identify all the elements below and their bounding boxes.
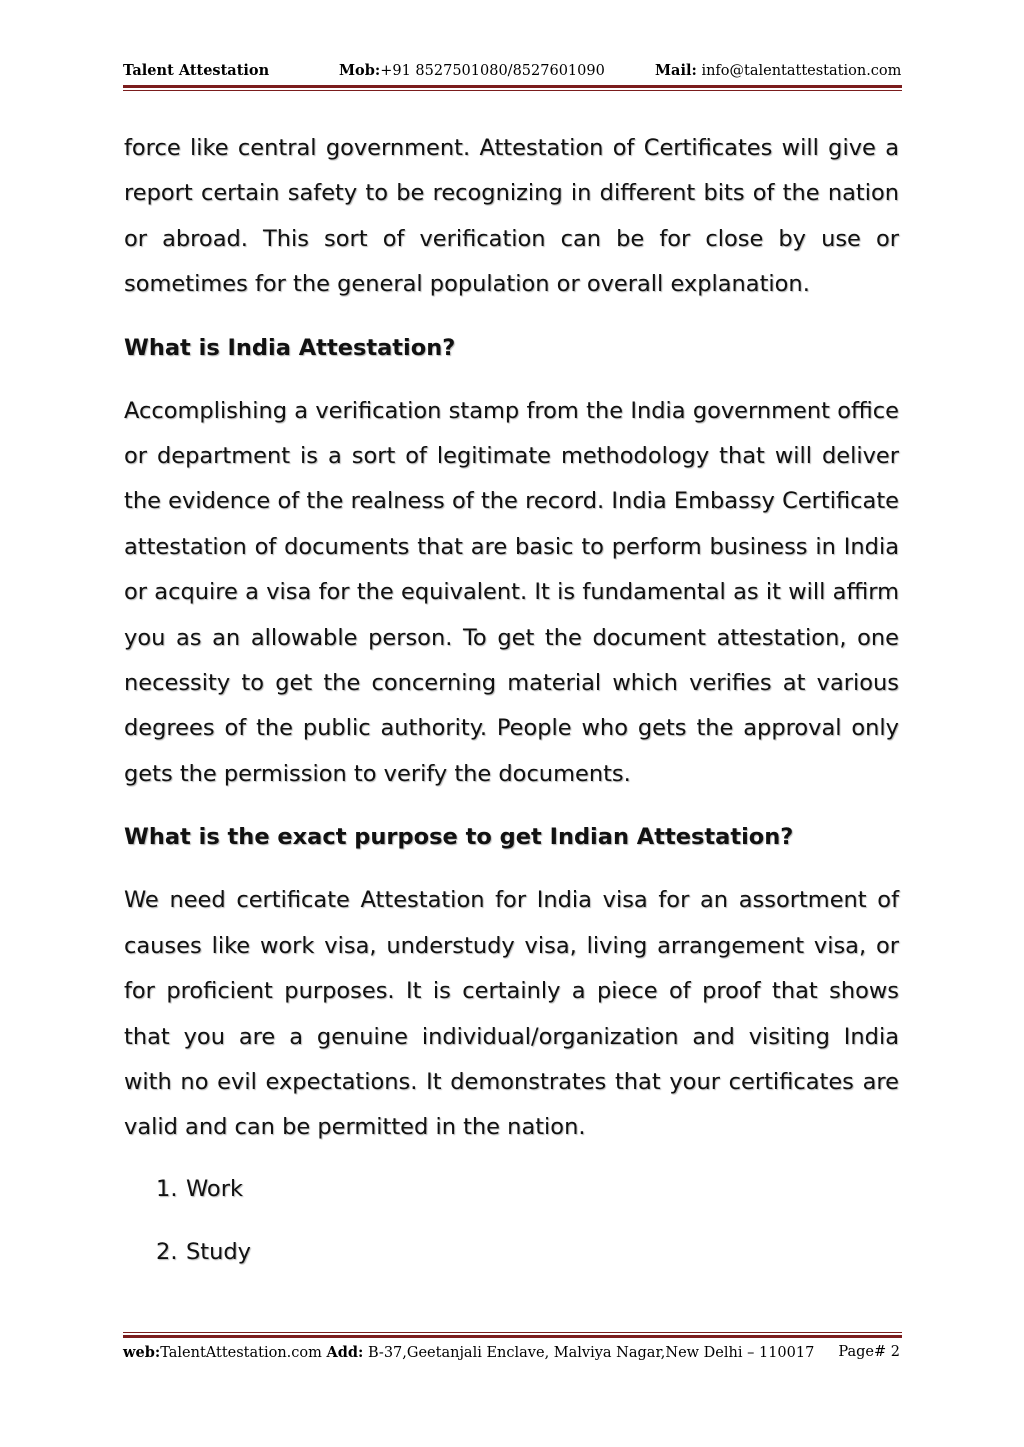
footer-divider	[123, 1332, 902, 1338]
list-item-number: 2.	[156, 1238, 178, 1265]
footer-contact	[123, 1344, 814, 1361]
header-mail	[655, 62, 901, 79]
document-body	[124, 126, 899, 1293]
heading-india-attestation: What is India Attestation?	[124, 334, 456, 361]
heading-purpose: What is the exact purpose to get Indian Attestation?	[124, 824, 794, 851]
header-mail-label: Mail:	[655, 62, 697, 79]
footer-address-value: B-37,Geetanjali Enclave, Malviya Nagar,New Delhi – 110017	[368, 1345, 815, 1361]
list-item-text: Study	[186, 1238, 251, 1265]
paragraph-purpose: We need certificate Attestation for India visa for an assortment of causes like work visa, understudy visa, living arrangement visa, or for proficient purposes. It is certainly a piece of proof that shows that you are a genuine individual/organization and visiting India with no evil expectations. It demonstrates that your certificates are valid and can be permitted in the nation.	[124, 887, 899, 1141]
header-mobile-label: Mob:	[339, 62, 381, 79]
header-company-name: Talent Attestation	[123, 62, 270, 79]
footer-address-label: Add:	[326, 1344, 364, 1361]
purpose-list	[124, 1167, 899, 1275]
footer-web-label: web:	[123, 1344, 161, 1361]
footer-web-value: TalentAttestation.com	[160, 1345, 322, 1361]
list-item	[124, 1167, 899, 1212]
page-footer	[123, 1344, 902, 1366]
header-mail-value: info@talentattestation.com	[701, 63, 902, 79]
page-number: Page# 2	[838, 1344, 900, 1360]
list-item-text: Work	[186, 1175, 243, 1202]
list-item-number: 1.	[156, 1175, 178, 1202]
page-header	[123, 62, 902, 84]
header-mobile	[339, 62, 605, 79]
header-divider	[123, 85, 902, 91]
list-item	[124, 1230, 899, 1275]
header-mobile-value: +91 8527501080/8527601090	[380, 63, 605, 79]
paragraph-india-attestation: Accomplishing a verification stamp from the India government office or department is a sort of legitimate methodology that will deliver the evidence of the realness of the record. India Embassy Certificate attestation of documents that are basic to perform business in India or acquire a visa for the equivalent. It is fundamental as it will affirm you as an allowable person. To get the document attestation, one necessity to get the concerning material which verifies at various degrees of the public authority. People who gets the approval only gets the permission to verify the documents.	[124, 397, 899, 787]
paragraph-intro: force like central government. Attestation of Certificates will give a report certain safety to be recognizing in different bits of the nation or abroad. This sort of verification can be for close by use or sometimes for the general population or overall explanation.	[124, 135, 899, 298]
